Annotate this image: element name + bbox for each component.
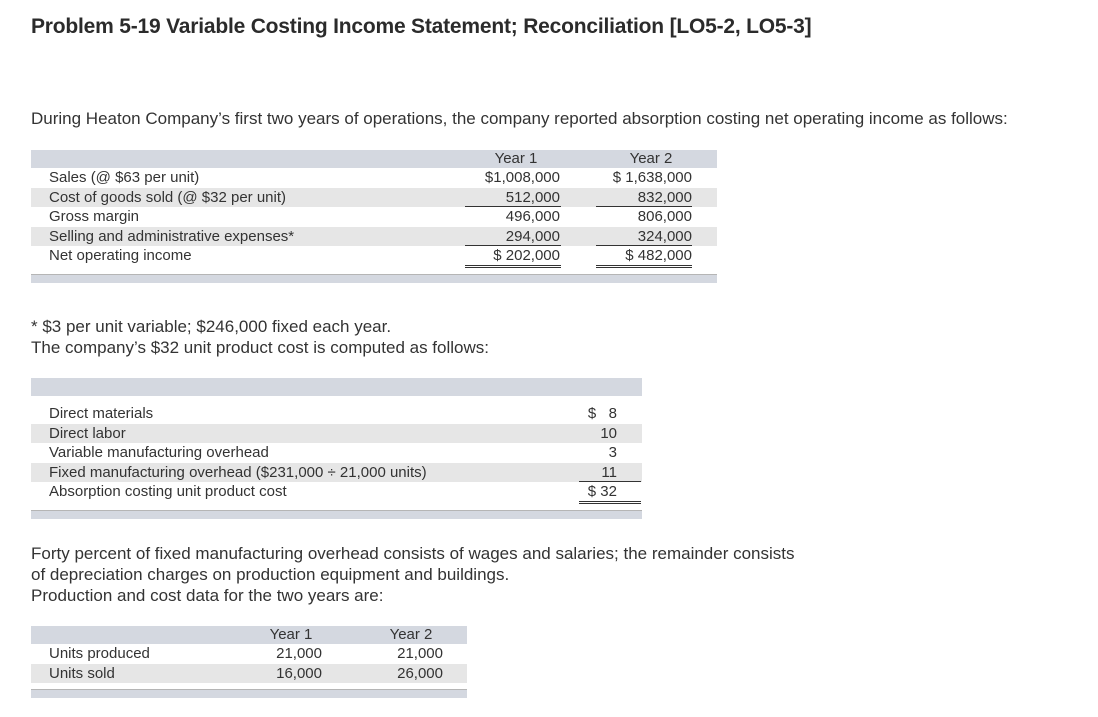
row-year-2: 806,000 <box>637 208 692 225</box>
table-row <box>31 246 717 266</box>
table-row <box>31 227 717 247</box>
production-table <box>31 626 467 698</box>
table-row <box>31 644 467 664</box>
row-label: Units sold <box>49 664 115 682</box>
table-row <box>31 664 467 684</box>
row-year-2: 21,000 <box>397 645 443 662</box>
row-year-1: 496,000 <box>505 208 560 225</box>
income-table <box>31 150 717 283</box>
row-year-1: $1,008,000 <box>484 169 560 186</box>
double-underline <box>465 265 561 268</box>
row-year-2: 832,000 <box>637 188 692 206</box>
row-value: $ 8 <box>587 405 617 422</box>
row-value: $ 32 <box>587 483 617 500</box>
row-label: Absorption costing unit product cost <box>49 483 287 500</box>
row-label: Net operating income <box>49 247 192 264</box>
row-label: Variable manufacturing overhead <box>49 444 269 461</box>
table-row <box>31 188 717 208</box>
row-year-1: 16,000 <box>276 664 322 682</box>
row-label: Fixed manufacturing overhead ($231,000 ÷ 21,000 units) <box>49 463 427 481</box>
row-year-2: 26,000 <box>397 664 443 682</box>
row-year-1: 512,000 <box>505 188 560 206</box>
overhead-note-line-2: of depreciation charges on production equipment and buildings. <box>31 565 510 584</box>
table-row <box>31 482 642 502</box>
page-title: Problem 5-19 Variable Costing Income Statement; Reconciliation [LO5-2, LO5-3] <box>31 15 812 38</box>
header-year-1: Year 1 <box>494 150 538 167</box>
overhead-note-line-1: Forty percent of fixed manufacturing overhead consists of wages and salaries; the remainder consists <box>31 544 795 563</box>
row-label: Direct labor <box>49 424 126 442</box>
unit-cost-header <box>31 378 642 396</box>
header-year-2: Year 2 <box>629 150 673 167</box>
row-label: Direct materials <box>49 405 154 422</box>
row-value: 10 <box>600 424 617 442</box>
table-footer-bar <box>31 690 467 698</box>
table-row <box>31 443 642 463</box>
table-row <box>31 404 642 424</box>
income-table-header <box>31 150 717 168</box>
intro-text: During Heaton Company’s first two years of operations, the company reported absorption costing net operating income as follows: <box>31 109 1008 128</box>
table-row <box>31 463 642 483</box>
row-year-1: 21,000 <box>276 645 322 662</box>
row-value: 11 <box>601 463 617 481</box>
row-label: Units produced <box>49 645 150 662</box>
row-label: Cost of goods sold (@ $32 per unit) <box>49 188 287 206</box>
table-footer-bar <box>31 511 642 519</box>
row-year-1: $ 202,000 <box>493 247 560 264</box>
row-label: Selling and administrative expenses* <box>49 227 295 245</box>
production-intro: Production and cost data for the two years are: <box>31 586 384 605</box>
row-label: Sales (@ $63 per unit) <box>49 169 200 186</box>
row-value: 3 <box>608 444 617 461</box>
table-row <box>31 207 717 227</box>
footnote: * $3 per unit variable; $246,000 fixed each year. <box>31 317 392 336</box>
row-year-2: $ 482,000 <box>625 247 692 264</box>
double-underline <box>596 265 692 268</box>
row-label: Gross margin <box>49 208 140 225</box>
row-year-2: $ 1,638,000 <box>612 169 692 186</box>
row-year-1: 294,000 <box>505 227 560 245</box>
unit-cost-intro: The company’s $32 unit product cost is computed as follows: <box>31 338 489 357</box>
header-year-1: Year 1 <box>269 626 313 643</box>
unit-cost-table <box>31 378 642 519</box>
double-underline <box>579 501 641 504</box>
row-year-2: 324,000 <box>637 227 692 245</box>
table-row <box>31 424 642 444</box>
header-year-2: Year 2 <box>389 626 433 643</box>
production-table-header <box>31 626 467 644</box>
table-footer-bar <box>31 275 717 283</box>
table-row <box>31 168 717 188</box>
